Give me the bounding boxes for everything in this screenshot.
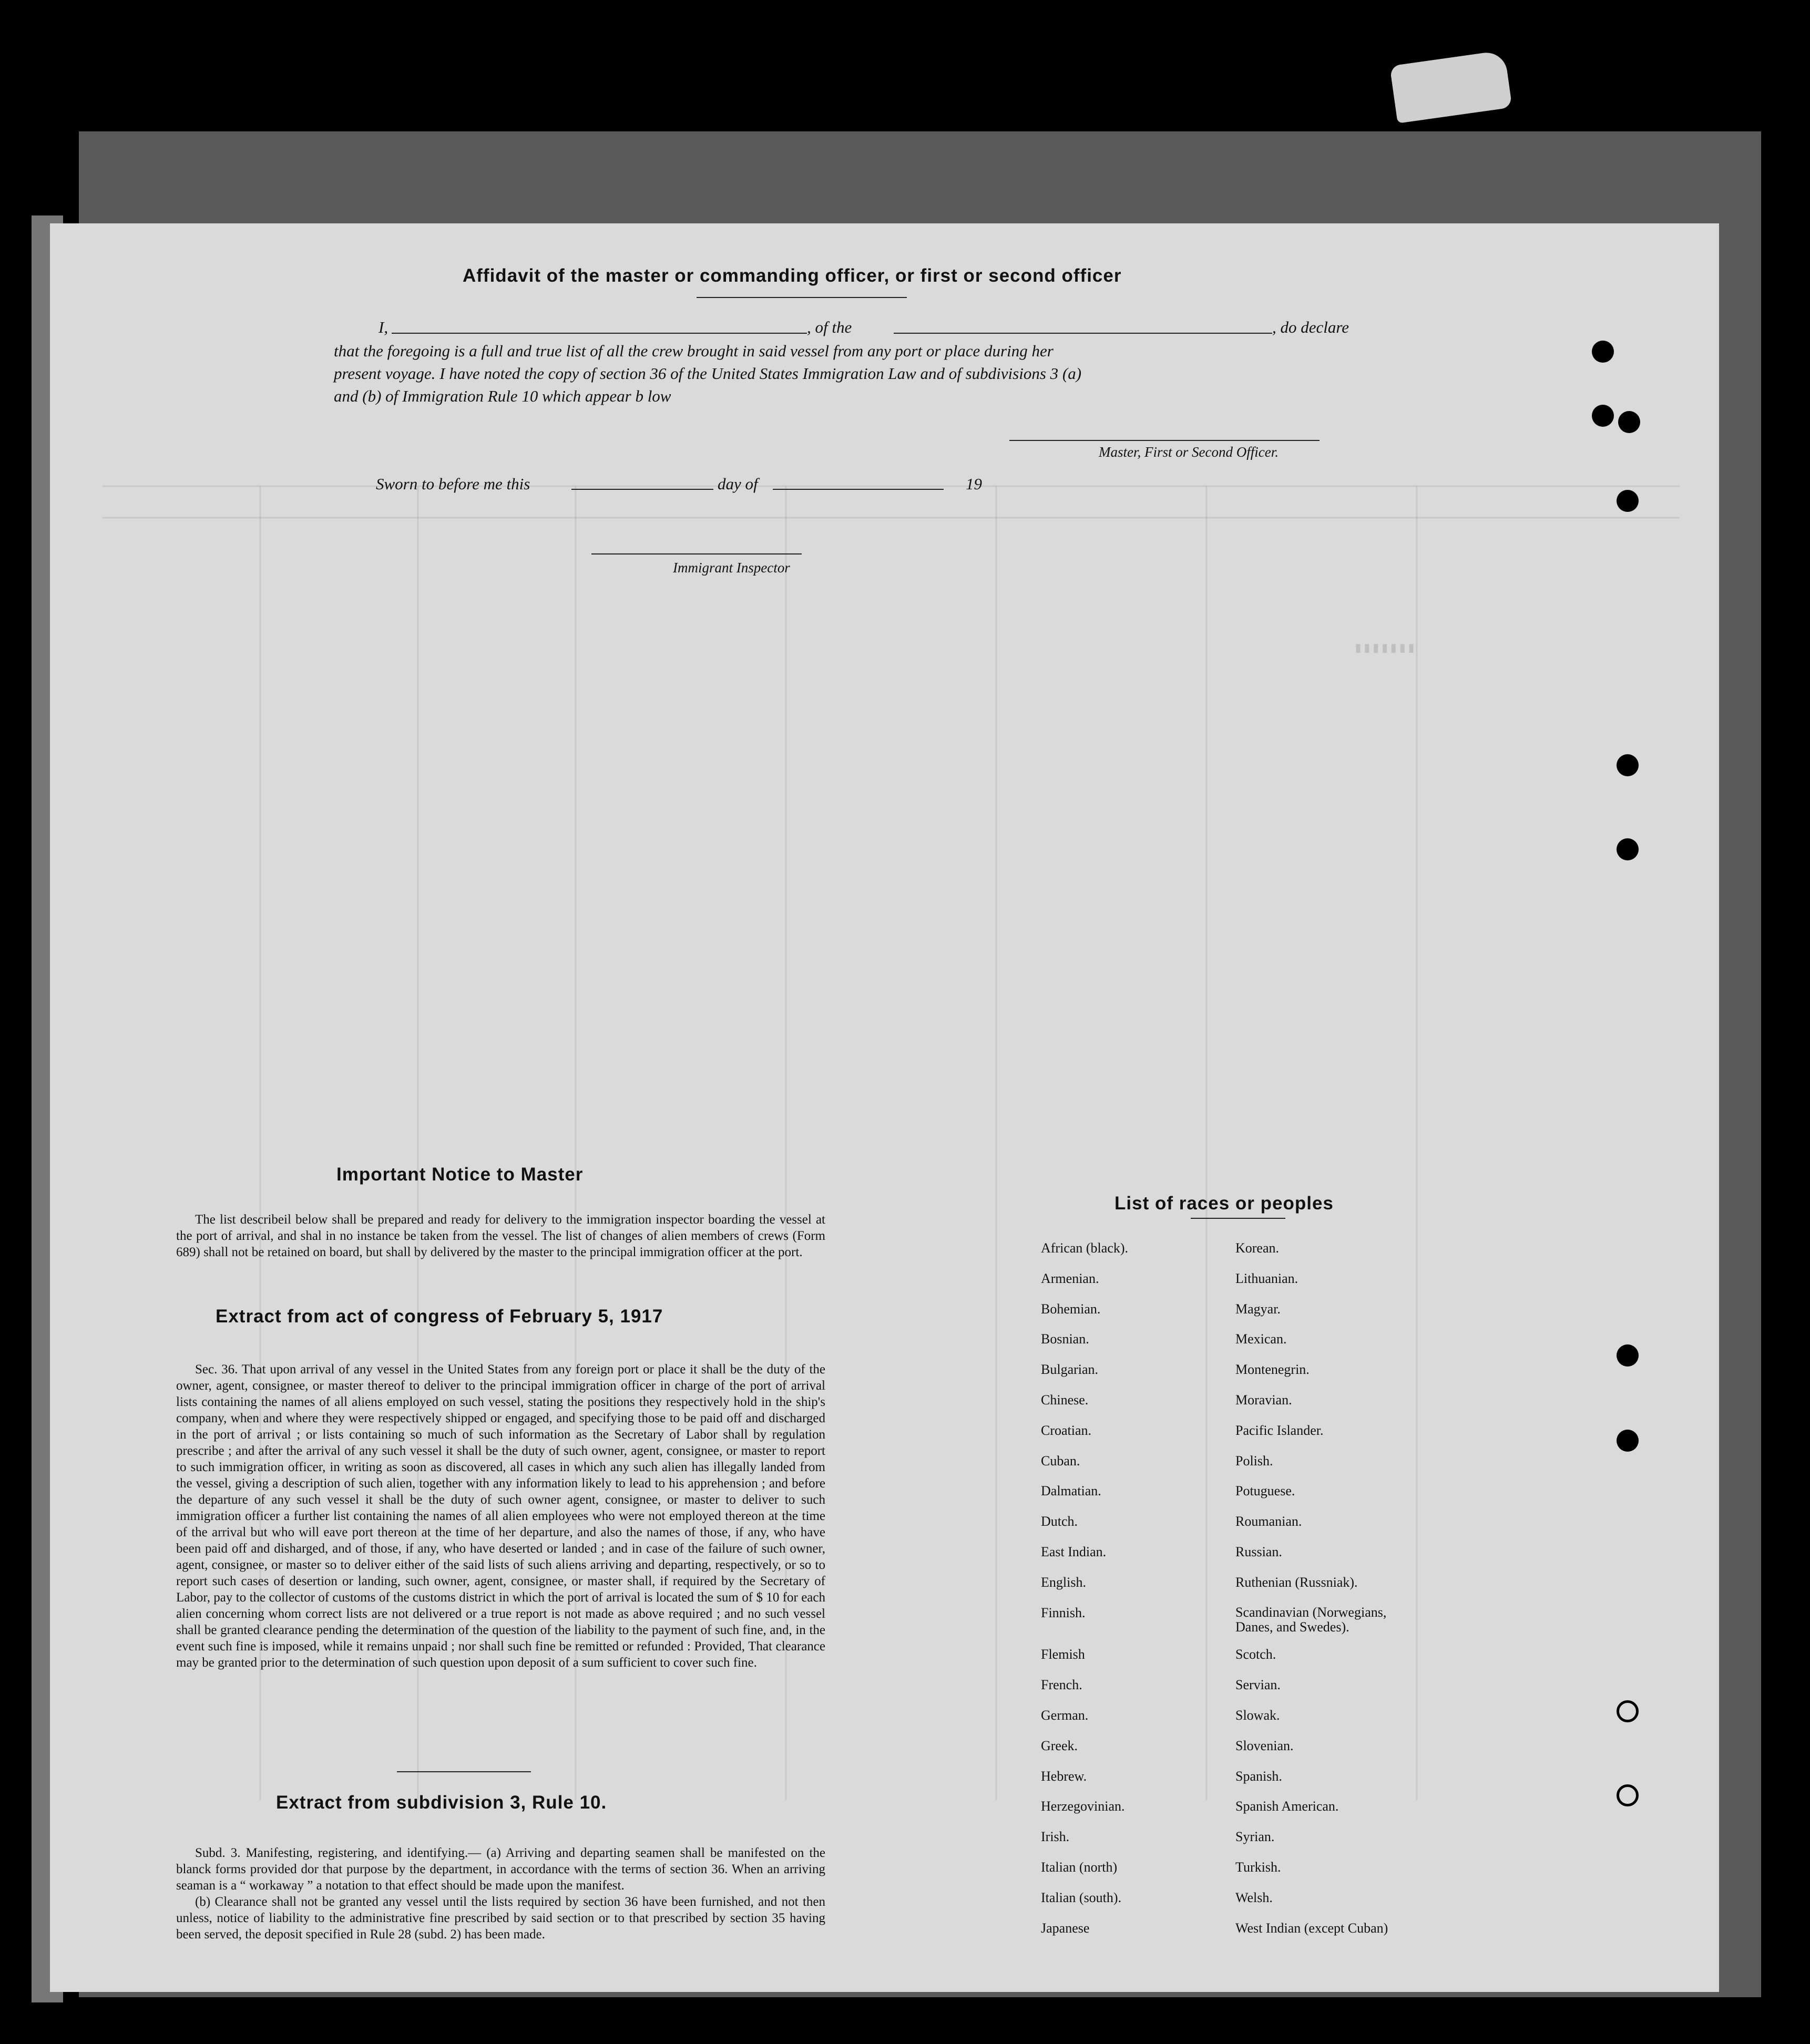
race-item: Slovenian.: [1235, 1738, 1294, 1753]
sworn-day-blank: [571, 489, 713, 490]
race-item: Montenegrin.: [1235, 1362, 1310, 1378]
binder-hole: [1617, 1344, 1639, 1367]
manifest-page: [50, 223, 1719, 1992]
race-item: German.: [1041, 1708, 1089, 1723]
race-item: French.: [1041, 1677, 1082, 1693]
title-rule: [697, 297, 907, 298]
binder-hole: [1617, 754, 1639, 776]
race-item: Scandinavian (Norwegians, Danes, and Swedes).: [1235, 1604, 1387, 1635]
affidavit-of-the: , of the: [807, 318, 852, 336]
affidavit-title: Affidavit of the master or commanding officer, or first or second officer: [463, 265, 1122, 286]
affidavit-line-4: and (b) of Immigration Rule 10 which appear b low: [334, 387, 671, 405]
race-item: Ruthenian (Russniak).: [1235, 1574, 1358, 1590]
race-item: West Indian (except Cuban): [1235, 1920, 1388, 1936]
affidavit-line-2: that the foregoing is a full and true list of all the crew brought in said vessel from any port or place during her: [334, 342, 1054, 360]
vessel-blank: [894, 333, 1272, 334]
race-item: Servian.: [1235, 1677, 1281, 1693]
binder-hole: [1592, 405, 1614, 427]
race-item: Herzegovinian.: [1041, 1799, 1125, 1814]
race-item: Welsh.: [1235, 1889, 1273, 1905]
bleed-through-text: ▮▮▮▮▮▮▮: [1354, 641, 1416, 657]
binder-hole-open: [1617, 1700, 1639, 1722]
race-item: Spanish.: [1235, 1768, 1282, 1784]
extract-rule-title: Extract from subdivision 3, Rule 10.: [276, 1792, 607, 1813]
inspector-signature-line: [591, 553, 802, 554]
subdivision-b-paragraph: (b) Clearance shall not be granted any vessel until the lists required by section 36 have been furnished, and not then unless, notice of liability to the administrative fine prescribed by said section or to that prescribed by section 35 having been served, the deposit specified in Rule 28 (subd. 2) has been made.: [176, 1895, 825, 1942]
race-item: English.: [1041, 1574, 1086, 1590]
race-item: African (black).: [1041, 1240, 1129, 1256]
extract-act-title: Extract from act of congress of February 5, 1917: [216, 1306, 663, 1327]
race-item: Potuguese.: [1235, 1483, 1295, 1499]
race-item: Moravian.: [1235, 1392, 1292, 1408]
race-item: Korean.: [1235, 1240, 1280, 1256]
race-item: Bohemian.: [1041, 1301, 1101, 1317]
affidavit-line-3: present voyage. I have noted the copy of section 36 of the United States Immigration Law and of subdivisions 3 (a): [334, 364, 1082, 383]
sworn-month-blank: [773, 489, 944, 490]
race-item: Greek.: [1041, 1738, 1078, 1753]
notice-paragraph: The list describeil below shall be prepared and ready for delivery to the immigration inspector boarding the vessel at the port of arrival, and shal in no instance be taken from the vessel. The list of changes of alien members of crews (Form 689) shall not be retained on board, but shall by delivered by the master to the principal immigration officer at the port.: [176, 1213, 825, 1259]
sworn-text: Sworn to before me this: [376, 475, 530, 493]
affidavit-i: I,: [379, 318, 388, 336]
race-item: Dalmatian.: [1041, 1483, 1101, 1499]
extract-act-text: [176, 1361, 825, 1671]
master-signature-line: [1009, 440, 1320, 441]
race-item: Slowak.: [1235, 1708, 1280, 1723]
sworn-year: 19: [966, 475, 982, 493]
paper-tab: [1389, 50, 1512, 124]
race-item: Polish.: [1235, 1453, 1273, 1468]
binder-hole: [1617, 1430, 1639, 1452]
race-item: Dutch.: [1041, 1514, 1078, 1529]
race-item: Bosnian.: [1041, 1331, 1089, 1347]
master-label: Master, First or Second Officer.: [1099, 444, 1279, 460]
notice-title: Important Notice to Master: [336, 1164, 584, 1185]
race-item: Bulgarian.: [1041, 1362, 1099, 1378]
race-item: Syrian.: [1235, 1829, 1275, 1845]
race-item: Irish.: [1041, 1829, 1070, 1845]
section-36-paragraph: Sec. 36. That upon arrival of any vessel in the United States from any foreign port or place it shall be the duty of the owner, agent, consignee, or master thereof to deliver to the principal immigration officer in charge of the port of arrival lists containing the names of all aliens employed on such vessel, stating the positions they respectively hold in the ship's company, when and where they were respectively shipped or engaged, and specifying those to be paid off and discharged in the port of arrival ; or lists containing so much of such information as the Secretary of Labor shall by regulation prescribe ; and after the arrival of any such vessel it shall be the duty of such owner, agent, consignee, or master to report to such immigration officer, in writing as soon as discovered, all cases in which any such alien has illegally landed from the vessel, giving a description of such alien, together with any information likely to lead to his apprehension ; and before the departure of any such vessel it shall be the duty of such owner agent, consignee, or master to deliver to such immigration officer a further list containing the names of all alien employees who were not employed thereon at the time of the arrival but who will eave port thereon at the time of her departure, and also the names of those, if any, who have been paid off and disharged, and of those, if any, who have deserted or landed ; and in case of the failure of such owner, agent, consignee, or master so to deliver either of the said lists of such aliens arriving and departing, respectively, or so to report such cases of desertion or landing, such owner, agent, consignee, or master shall, if required by the Secretary of Labor, pay to the collector of customs of the customs district in which the port of arrival is located the sum of $ 10 for each alien concerning whom correct lists are not delivered or a true report is not made as above required ; and no such vessel shall be granted clearance pending the determination of the question of the liability to the payment of such fine, and, in the event such fine is imposed, while it remains unpaid ; nor shall such fine be remitted or refunded : Provided, That clearance may be granted prior to the determination of such question upon deposit of a sum sufficient to cover such fine.: [176, 1362, 825, 1670]
extract-rule-text: [176, 1845, 825, 1943]
race-item: Cuban.: [1041, 1453, 1080, 1468]
race-item: Croatian.: [1041, 1422, 1092, 1438]
races-title: List of races or peoples: [1114, 1193, 1334, 1214]
binder-hole: [1618, 411, 1640, 433]
race-item: Italian (south).: [1041, 1889, 1122, 1905]
race-item: Chinese.: [1041, 1392, 1089, 1408]
binder-hole: [1617, 490, 1639, 512]
race-item: Flemish: [1041, 1647, 1085, 1662]
extract-rule: [397, 1771, 531, 1772]
race-item: Pacific Islander.: [1235, 1422, 1324, 1438]
binder-hole: [1617, 838, 1639, 860]
name-blank: [392, 333, 807, 334]
race-item: Japanese: [1041, 1920, 1090, 1936]
subdivision-a-paragraph: Subd. 3. Manifesting, registering, and identifying.— (a) Arriving and departing seamen shall be manifested on the blanck forms provided dor that purpose by the department, in accordance with the terms of section 36. When an arriving seaman is a “ workaway ” a notation to that effect should be made upon the manifest.: [176, 1846, 825, 1893]
binder-hole: [1592, 341, 1614, 363]
race-item: Armenian.: [1041, 1270, 1099, 1286]
binder-hole-open: [1617, 1784, 1639, 1806]
notice-text: [176, 1211, 825, 1260]
race-item: Russian.: [1235, 1544, 1282, 1559]
race-item: Roumanian.: [1235, 1514, 1302, 1529]
inspector-label: Immigrant Inspector: [673, 560, 790, 576]
affidavit-declare: , do declare: [1272, 318, 1349, 336]
race-item: Scotch.: [1235, 1647, 1276, 1662]
race-item: Italian (north): [1041, 1860, 1118, 1875]
sworn-day-of: day of: [718, 475, 758, 493]
race-item: Mexican.: [1235, 1331, 1287, 1347]
race-item: Magyar.: [1235, 1301, 1281, 1317]
race-item: Finnish.: [1041, 1605, 1086, 1620]
races-title-underline: [1191, 1218, 1285, 1219]
race-item: Spanish American.: [1235, 1799, 1339, 1814]
race-item: East Indian.: [1041, 1544, 1107, 1559]
race-item: Lithuanian.: [1235, 1270, 1298, 1286]
race-item: Hebrew.: [1041, 1768, 1087, 1784]
race-item: Turkish.: [1235, 1860, 1281, 1875]
